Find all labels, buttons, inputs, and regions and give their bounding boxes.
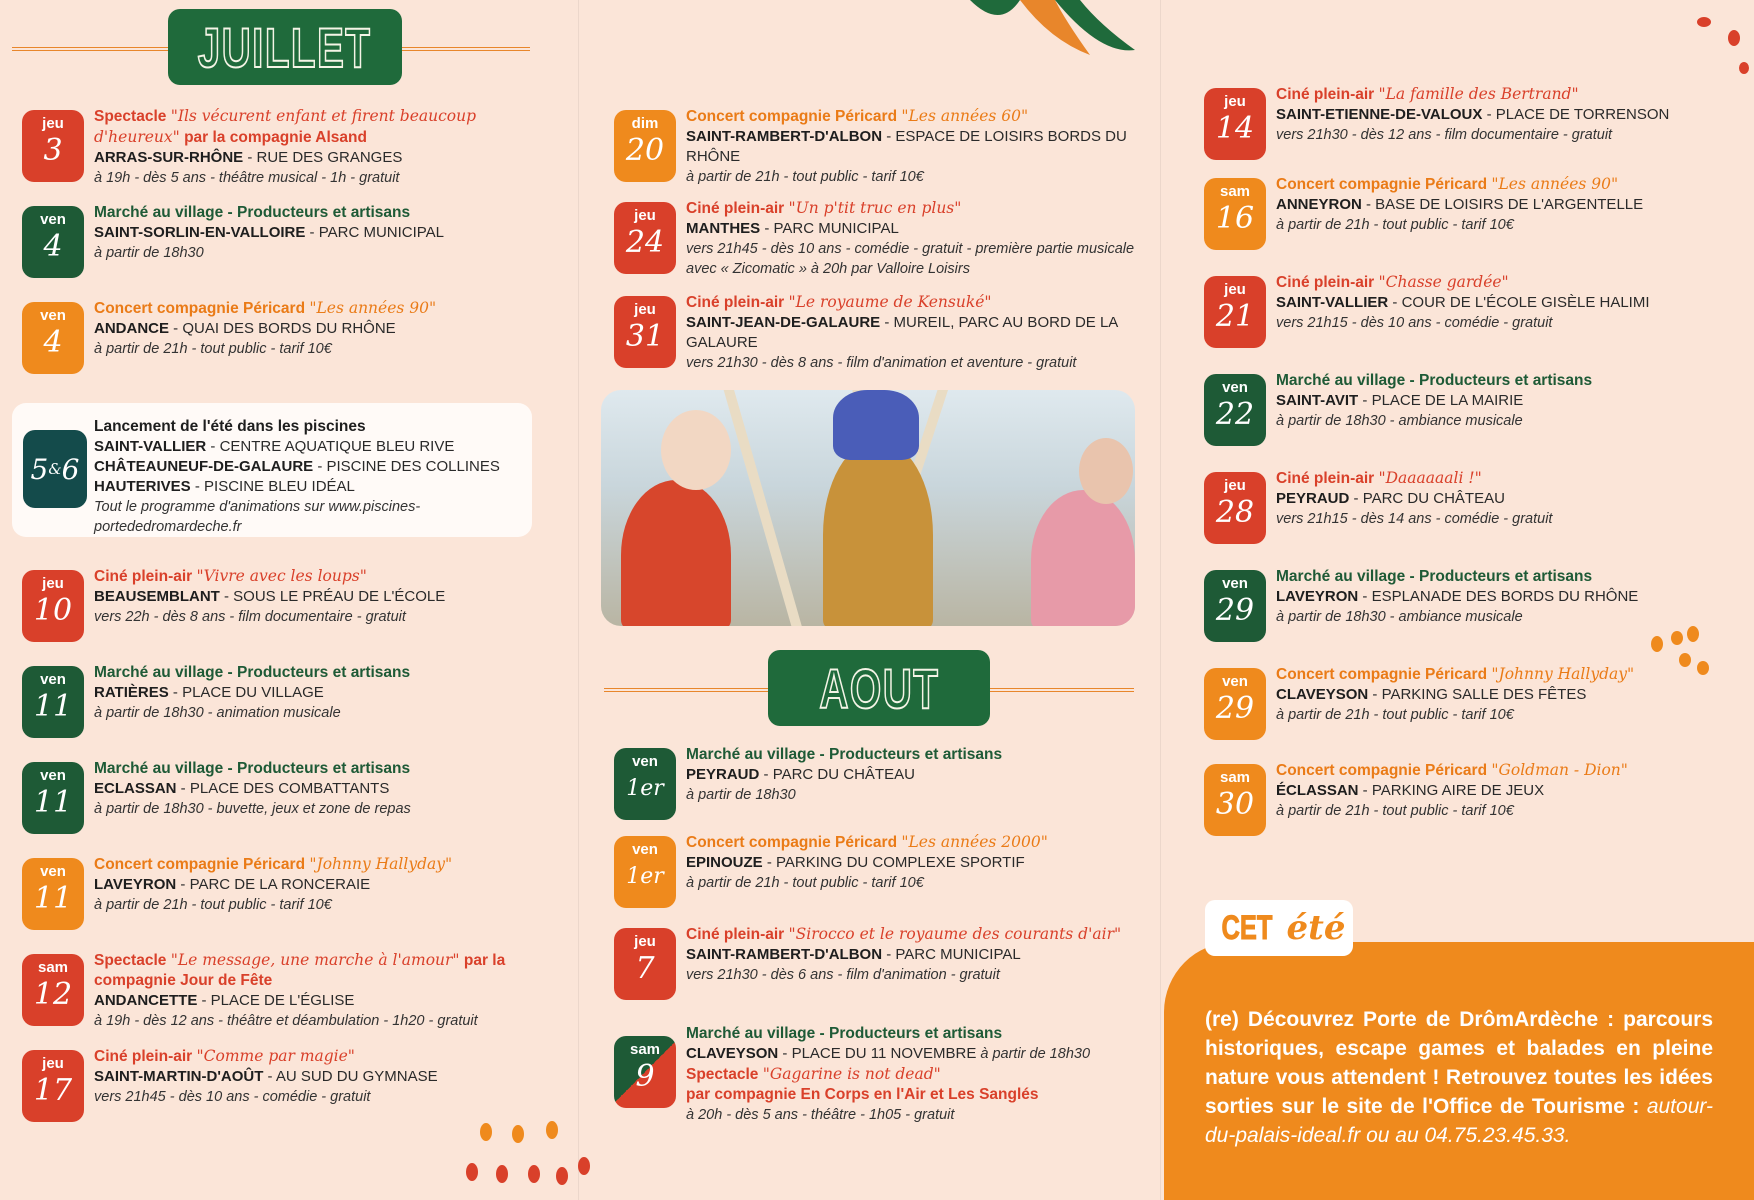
event-title: Marché au village - Producteurs et artisans — [686, 1025, 1003, 1042]
event-info: à partir de 21h - tout public - tarif 10€ — [94, 897, 332, 913]
event-title: Spectacle "Gagarine is not dead" — [686, 1065, 941, 1083]
event-title: Concert compagnie Péricard "Les années 2000" — [686, 833, 1048, 851]
event-info: vers 22h - dès 8 ans - film documentaire - gratuit — [94, 609, 406, 625]
date-badge: ven 22 — [1204, 374, 1266, 446]
venue-line: SAINT-VALLIER - CENTRE AQUATIQUE BLEU RIVE — [94, 438, 455, 455]
event-title: Ciné plein-air "Daaaaaali !" — [1276, 469, 1482, 487]
event-item — [1204, 566, 1744, 650]
event-item — [614, 744, 1154, 828]
event-title: Ciné plein-air "Vivre avec les loups" — [94, 567, 367, 585]
venue-line: CHÂTEAUNEUF-DE-GALAURE - PISCINE DES COLLINES — [94, 458, 500, 475]
month-banner-july — [12, 9, 530, 85]
venue-line: ANDANCETTE - PLACE DE L'ÉGLISE — [94, 992, 355, 1009]
tourism-link[interactable]: autour-du-palais-ideal.fr ou au 04.75.23.45.33. — [1205, 1095, 1713, 1147]
event-subtitle: par compagnie En Corps en l'Air et Les Sanglés — [686, 1086, 1039, 1103]
venue-line: CLAVEYSON - PLACE DU 11 NOVEMBRE à partir de 18h30 — [686, 1045, 1091, 1062]
event-item — [22, 202, 542, 286]
date-badge: jeu 21 — [1204, 276, 1266, 348]
venue-line: SAINT-AVIT - PLACE DE LA MAIRIE — [1276, 392, 1524, 409]
event-info: à partir de 18h30 - ambiance musicale — [1276, 413, 1523, 429]
event-item — [22, 662, 542, 746]
event-item — [1204, 468, 1744, 552]
venue-line: SAINT-SORLIN-EN-VALLOIRE - PARC MUNICIPAL — [94, 224, 445, 241]
date-badge: ven 1er — [614, 836, 676, 908]
venue-line: PEYRAUD - PARC DU CHÂTEAU — [686, 766, 915, 783]
event-info: à partir de 18h30 - buvette, jeux et zone de repas — [94, 801, 411, 817]
date-badge: jeu 17 — [22, 1050, 84, 1122]
venue-line: ARRAS-SUR-RHÔNE - RUE DES GRANGES — [94, 149, 403, 166]
date-badge: 5 & 6 — [23, 430, 87, 508]
event-info: à partir de 21h - tout public - tarif 10€ — [1276, 217, 1514, 233]
event-info: vers 21h45 - dès 10 ans - comédie - gratuit - première partie musicale avec « Zicomatic » à 20h par Valloire Loisirs — [686, 241, 1135, 277]
date-badge: jeu 10 — [22, 570, 84, 642]
event-item — [22, 566, 542, 650]
event-title: Ciné plein-air "Chasse gardée" — [1276, 273, 1509, 291]
date-badge: ven 11 — [22, 666, 84, 738]
event-title: Marché au village - Producteurs et artisans — [94, 760, 411, 777]
event-item — [1204, 664, 1744, 748]
date-badge: sam 12 — [22, 954, 84, 1026]
date-badge: jeu 28 — [1204, 472, 1266, 544]
cet-ete-tag: CET été — [1205, 900, 1353, 956]
venue-line: EPINOUZE - PARKING DU COMPLEXE SPORTIF — [686, 854, 1025, 871]
event-title: Marché au village - Producteurs et artisans — [1276, 372, 1593, 389]
event-item — [22, 298, 542, 382]
event-item — [22, 1046, 542, 1130]
event-title: Marché au village - Producteurs et artisans — [94, 204, 411, 221]
event-item — [614, 832, 1154, 916]
event-info: vers 21h15 - dès 14 ans - comédie - gratuit — [1276, 511, 1553, 527]
date-badge: ven 4 — [22, 302, 84, 374]
venue-line: SAINT-VALLIER - COUR DE L'ÉCOLE GISÈLE HALIMI — [1276, 294, 1650, 311]
event-title: Marché au village - Producteurs et artisans — [686, 746, 1003, 763]
date-badge: sam 30 — [1204, 764, 1266, 836]
event-info: à partir de 21h - tout public - tarif 10€ — [94, 341, 332, 357]
venue-line: SAINT-RAMBERT-D'ALBON - PARC MUNICIPAL — [686, 946, 1021, 963]
venue-line: SAINT-JEAN-DE-GALAURE - MUREIL, PARC AU BORD DE LA GALAURE — [686, 314, 1118, 351]
event-item — [22, 106, 542, 190]
venue-line: SAINT-MARTIN-D'AOÛT - AU SUD DU GYMNASE — [94, 1068, 438, 1085]
event-info: vers 21h30 - dès 6 ans - film d'animation - gratuit — [686, 967, 1000, 983]
date-badge: ven 11 — [22, 762, 84, 834]
event-info: à 19h - dès 5 ans - théâtre musical - 1h - gratuit — [94, 170, 400, 186]
venue-line: LAVEYRON - PARC DE LA RONCERAIE — [94, 876, 371, 893]
event-info: Tout le programme d'animations sur www.piscines-portededromardeche.fr — [94, 499, 421, 535]
event-item — [22, 758, 542, 842]
event-info: à partir de 21h - tout public - tarif 10€ — [1276, 707, 1514, 723]
event-info: à partir de 21h - tout public - tarif 10€ — [686, 875, 924, 891]
event-item — [614, 924, 1154, 1008]
event-info: à 19h - dès 12 ans - théâtre et déambulation - 1h20 - gratuit — [94, 1013, 478, 1029]
venue-line: ANDANCE - QUAI DES BORDS DU RHÔNE — [94, 320, 396, 337]
event-title: Ciné plein-air "Le royaume de Kensuké" — [686, 293, 992, 311]
event-item — [1204, 174, 1744, 258]
venue-line: BEAUSEMBLANT - SOUS LE PRÉAU DE L'ÉCOLE — [94, 588, 446, 605]
date-badge: ven 11 — [22, 858, 84, 930]
cet-ete-text: (re) Découvrez Porte de DrômArdèche : parcours historiques, escape games et balades en pleine nature vous attendent ! Retrouvez toutes les idées sorties sur le site de l'Office de Tourisme : autour-du-palais-ideal.fr ou au 04.75.23.45.33. — [1205, 1008, 1713, 1147]
event-title: Spectacle "Ils vécurent enfant et firent beaucoup d'heureux" par la compagnie Alsand — [94, 107, 477, 146]
event-title: Ciné plein-air "Un p'tit truc en plus" — [686, 199, 962, 217]
event-photo — [601, 390, 1135, 626]
date-badge: sam 9 — [614, 1036, 676, 1108]
event-item — [1204, 84, 1744, 168]
venue-line: CLAVEYSON - PARKING SALLE DES FÊTES — [1276, 686, 1587, 703]
date-badge: jeu 3 — [22, 110, 84, 182]
event-title: Lancement de l'été dans les piscines — [94, 418, 366, 435]
fold-line — [1160, 0, 1161, 1200]
month-title: JUILLET — [198, 15, 372, 79]
event-title: Spectacle "Le message, une marche à l'amour" par la compagnie Jour de Fête — [94, 951, 506, 989]
event-title: Concert compagnie Péricard "Les années 60" — [686, 107, 1029, 125]
date-badge: ven 1er — [614, 748, 676, 820]
date-badge: sam 16 — [1204, 178, 1266, 250]
event-title: Ciné plein-air "La famille des Bertrand" — [1276, 85, 1579, 103]
event-title: Marché au village - Producteurs et artisans — [94, 664, 411, 681]
event-title: Concert compagnie Péricard "Les années 90" — [94, 299, 437, 317]
date-badge: jeu 31 — [614, 296, 676, 368]
event-item — [1204, 760, 1744, 844]
venue-line: LAVEYRON - ESPLANADE DES BORDS DU RHÔNE — [1276, 588, 1639, 605]
month-title: AOUT — [819, 656, 939, 720]
event-item — [22, 854, 542, 938]
event-title: Ciné plein-air "Sirocco et le royaume des courants d'air" — [686, 925, 1122, 943]
venue-line: PEYRAUD - PARC DU CHÂTEAU — [1276, 490, 1505, 507]
event-info: à 20h - dès 5 ans - théâtre - 1h05 - gratuit — [686, 1107, 955, 1123]
event-info: à partir de 18h30 — [686, 787, 796, 803]
date-badge: jeu 7 — [614, 928, 676, 1000]
venue-line: ÉCLASSAN - PARKING AIRE DE JEUX — [1276, 782, 1545, 799]
venue-line: ECLASSAN - PLACE DES COMBATTANTS — [94, 780, 390, 797]
event-info: vers 21h30 - dès 12 ans - film documentaire - gratuit — [1276, 127, 1613, 143]
date-badge: jeu 24 — [614, 202, 676, 274]
date-badge: ven 29 — [1204, 668, 1266, 740]
event-title: Marché au village - Producteurs et artisans — [1276, 568, 1593, 585]
event-item — [1204, 370, 1744, 454]
event-title: Concert compagnie Péricard "Johnny Hallyday" — [1276, 665, 1635, 683]
event-item — [22, 950, 542, 1034]
event-info: à partir de 21h - tout public - tarif 10€ — [686, 169, 924, 185]
event-title: Concert compagnie Péricard "Johnny Hallyday" — [94, 855, 453, 873]
venue-line: HAUTERIVES - PISCINE BLEU IDÉAL — [94, 478, 355, 495]
event-info: à partir de 18h30 - animation musicale — [94, 705, 341, 721]
date-badge: ven 4 — [22, 206, 84, 278]
event-info: à partir de 18h30 - ambiance musicale — [1276, 609, 1523, 625]
venue-line: RATIÈRES - PLACE DU VILLAGE — [94, 684, 324, 701]
event-title: Ciné plein-air "Comme par magie" — [94, 1047, 355, 1065]
fold-line — [578, 0, 579, 1200]
month-banner-august — [604, 650, 1134, 726]
event-item — [614, 1024, 1154, 1124]
date-badge: dim 20 — [614, 110, 676, 182]
leaf-decoration-icon — [960, 0, 1140, 62]
venue-line: SAINT-RAMBERT-D'ALBON - ESPACE DE LOISIRS BORDS DU RHÔNE — [686, 128, 1127, 165]
date-badge: jeu 14 — [1204, 88, 1266, 160]
date-badge: ven 29 — [1204, 570, 1266, 642]
event-info: vers 21h45 - dès 10 ans - comédie - gratuit — [94, 1089, 371, 1105]
event-info: à partir de 18h30 — [94, 245, 204, 261]
pools-box — [12, 403, 532, 537]
event-item — [614, 198, 1154, 282]
event-item — [1204, 272, 1744, 356]
venue-line: SAINT-ETIENNE-DE-VALOUX - PLACE DE TORRENSON — [1276, 106, 1670, 123]
event-title: Concert compagnie Péricard "Les années 90" — [1276, 175, 1619, 193]
event-item — [614, 106, 1154, 190]
event-info: à partir de 21h - tout public - tarif 10€ — [1276, 803, 1514, 819]
event-info: vers 21h30 - dès 8 ans - film d'animation et aventure - gratuit — [686, 355, 1077, 371]
event-info: vers 21h15 - dès 10 ans - comédie - gratuit — [1276, 315, 1553, 331]
venue-line: ANNEYRON - BASE DE LOISIRS DE L'ARGENTELLE — [1276, 196, 1644, 213]
event-title: Concert compagnie Péricard "Goldman - Dion" — [1276, 761, 1628, 779]
event-item — [614, 292, 1154, 376]
venue-line: MANTHES - PARC MUNICIPAL — [686, 220, 899, 237]
